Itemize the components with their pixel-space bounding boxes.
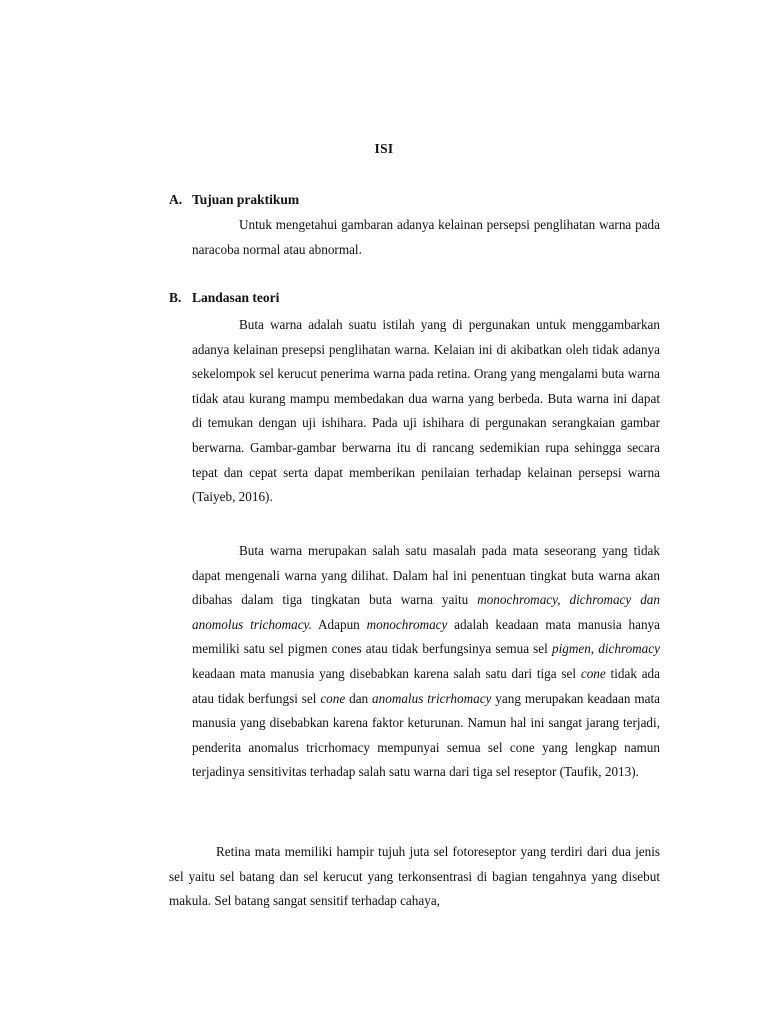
page-title: ISI	[374, 141, 394, 156]
p2-text-2: Adapun	[311, 616, 367, 632]
p2-italic-5: cone	[320, 690, 346, 706]
p2-text-4: keadaan mata manusia yang disebabkan karena salah satu dari tiga sel	[192, 665, 581, 681]
p2-text-1: Buta warna merupakan salah satu masalah pada mata seseorang yang tidak dapat mengenali warna yang dilihat. Dalam hal ini penentuan tingkat buta warna akan dibahas dalam tiga tingkatan buta warna yaitu	[192, 543, 660, 608]
p2-italic-6: anomalus tricrhomacy	[372, 690, 492, 706]
section-a-heading	[169, 192, 299, 208]
section-a-title: Tujuan praktikum	[192, 192, 300, 207]
p2-text-6: dan	[345, 690, 373, 706]
section-a-letter: A.	[169, 192, 183, 207]
section-b-paragraph-1: Buta warna adalah suatu istilah yang di pergunakan untuk menggambarkan adanya kelainan presepsi penglihatan warna. Kelaian ini di akibatkan oleh tidak adanya sekelompok sel kerucut penerima warna pada retina. Orang yang mengalami buta warna tidak atau kurang mampu membedakan dua warna yang berbeda. Buta warna ini dapat di temukan dengan uji ishihara. Pada uji ishihara di pergunakan serangkaian gambar berwarna. Gambar-gambar berwarna itu di rancang sedemikian rupa sehingga secara tepat dan cepat serta dapat memberikan penilaian terhadap kelainan persepsi warna (Taiyeb, 2016).	[192, 317, 660, 505]
p2-italic-1: monochromacy, dichromacy dan anomolus trichomacy.	[192, 592, 660, 632]
section-a-paragraph: Untuk mengetahui gambaran adanya kelainan persepsi penglihatan warna pada naracoba normal atau abnormal.	[192, 217, 660, 257]
section-b-title: Landasan teori	[192, 290, 280, 305]
section-b-heading	[169, 290, 279, 306]
section-b-letter: B.	[169, 290, 182, 305]
p2-italic-2: monochromacy	[366, 616, 448, 632]
p2-text-3: adalah keadaan mata manusia hanya memiliki satu sel pigmen cones atau tidak berfungsinya semua sel	[192, 616, 660, 657]
p2-italic-3: pigmen, dichromacy	[551, 641, 660, 657]
p2-text-5: tidak ada atau tidak berfungsi sel	[192, 665, 661, 706]
section-b-paragraph-2	[192, 539, 660, 785]
section-b-paragraph-3: Retina mata memiliki hampir tujuh juta sel fotoreseptor yang terdiri dari dua jenis sel yaitu sel batang dan sel kerucut yang terkonsentrasi di bagian tengahnya yang disebut makula. Sel batang sangat sensitif terhadap cahaya,	[169, 844, 660, 909]
p2-italic-4: cone	[580, 665, 606, 681]
p2-text-7: yang merupakan keadaan mata manusia yang disebabkan karena faktor keturunan. Namun hal ini sangat jarang terjadi, penderita anomalus tricrhomacy mempunyai semua sel cone yang lengkap namun terjadinya sensitivitas terhadap salah satu warna dari tiga sel reseptor (Taufik, 2013).	[192, 690, 660, 780]
